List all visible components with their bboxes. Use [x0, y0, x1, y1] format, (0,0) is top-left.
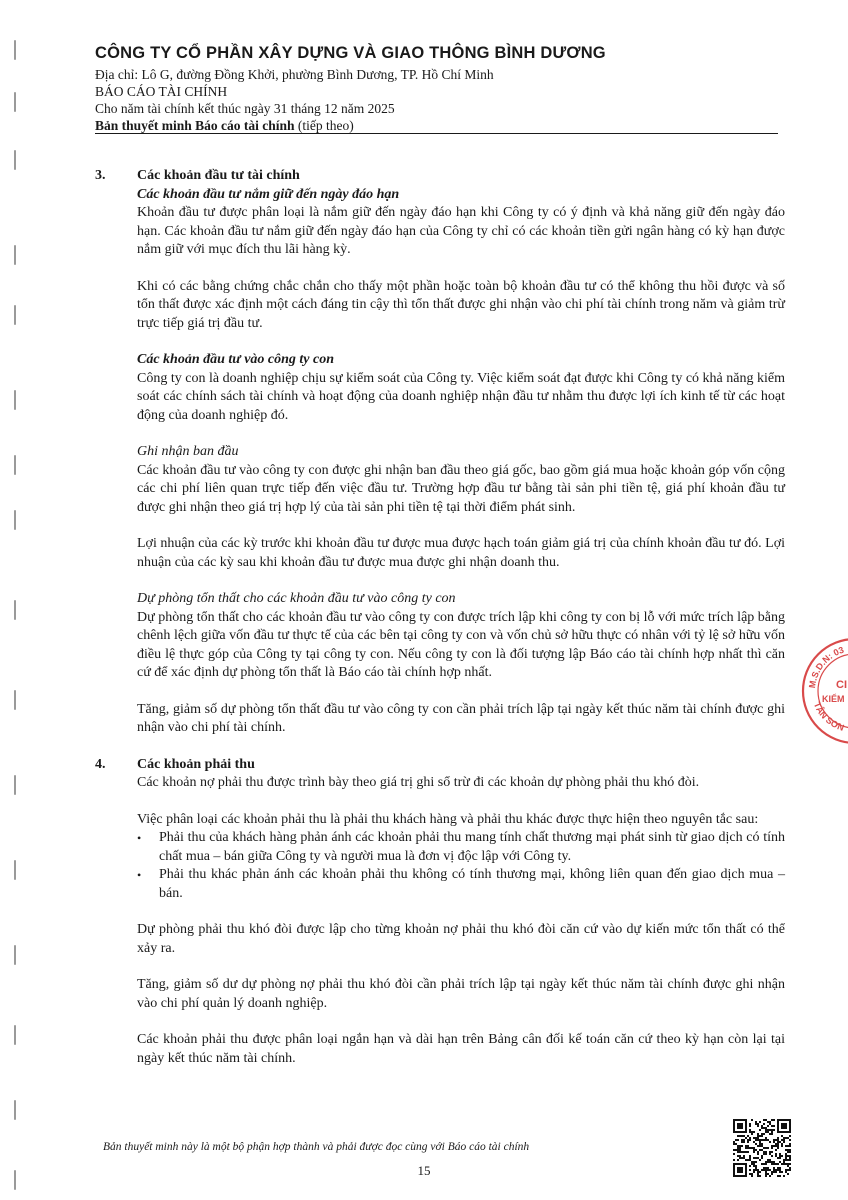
list-item: • Phải thu của khách hàng phản ánh các khoản phải thu mang tính chất thương mại phát sinh từ giao dịch có tính chất mua – bán giữa Công ty và người mua là đơn vị độc lập với Công ty.	[137, 829, 785, 866]
header-rule	[95, 133, 778, 134]
svg-text:KIỂM: KIỂM	[822, 694, 845, 704]
section-title: Các khoản phải thu	[137, 756, 255, 772]
page-number: 15	[417, 1163, 431, 1178]
section-title: Các khoản đầu tư tài chính	[137, 168, 300, 183]
subheading: Dự phòng tổn thất cho các khoản đầu tư vào công ty con	[137, 591, 456, 606]
paragraph: Tăng, giảm số dự phòng tổn thất đầu tư vào công ty con cần phải trích lập tại ngày kết thúc năm tài chính được ghi nhận vào chi phí tài chính.	[137, 701, 785, 735]
svg-text:M.S.D.N: 03: M.S.D.N: 03	[807, 644, 846, 689]
footer-note: Bản thuyết minh này là một bộ phận hợp thành và phải được đọc cùng với Báo cáo tài chính	[103, 1141, 530, 1153]
qr-code-icon	[733, 1119, 791, 1177]
paragraph: Công ty con là doanh nghiệp chịu sự kiểm soát của Công ty. Việc kiểm soát đạt được khi Công ty có khả năng kiểm soát các chính sách tài chính và hoạt động của doanh nghiệp nhận đầu tư nhằm thu được lợi ích kinh tế từ các hoạt động của doanh nghiệp đó.	[137, 370, 785, 423]
bullet-list	[137, 829, 785, 903]
list-item: • Phải thu khác phản ánh các khoản phải thu không có tính thương mại, không liên quan đến giao dịch mua – bán.	[137, 866, 785, 903]
paragraph: Các khoản phải thu được phân loại ngắn hạn và dài hạn trên Bảng cân đối kế toán căn cứ theo kỳ hạn còn lại tại ngày kết thúc năm tài chính.	[137, 1032, 785, 1066]
paragraph: Dự phòng tổn thất cho các khoản đầu tư vào công ty con được trích lập khi công ty con bị lỗ với mức trích lập bằng chênh lệch giữa vốn đầu tư thực tế của các bên tại công ty con và vốn chủ sở hữu thực có nhân với tỷ lệ sở hữu vốn điều lệ thực góp của Công ty tại công ty con. Nếu công ty con là đối tượng lập Báo cáo tài chính hợp nhất thì căn cứ để xác định dự phòng tổn thất là Báo cáo tài chính hợp nhất.	[137, 609, 785, 680]
section-number: 3.	[95, 168, 106, 183]
svg-text:TÂN SƠN: TÂN SƠN	[811, 700, 846, 733]
binding-holes	[0, 0, 38, 1200]
document-body	[95, 167, 785, 1068]
company-name: CÔNG TY CỔ PHẦN XÂY DỰNG VÀ GIAO THÔNG BÌNH DƯƠNG	[95, 44, 606, 62]
paragraph: Tăng, giảm số dư dự phòng nợ phải thu khó đòi cần phải trích lập tại ngày kết thúc năm tài chính được ghi nhận vào chi phí quản lý doanh nghiệp.	[137, 977, 785, 1011]
paragraph: Dự phòng phải thu khó đòi được lập cho từng khoản nợ phải thu khó đòi căn cứ vào dự kiến mức tổn thất có thể xảy ra.	[137, 922, 785, 956]
section-name: Bản thuyết minh Báo cáo tài chính	[95, 118, 295, 133]
section-4	[95, 756, 785, 1069]
paragraph: Việc phân loại các khoản phải thu là phải thu khách hàng và phải thu khác được thực hiện theo nguyên tắc sau:	[137, 811, 759, 827]
page-header	[95, 44, 775, 134]
report-period: Cho năm tài chính kết thúc ngày 31 tháng 12 năm 2025	[95, 101, 395, 116]
section-heading	[95, 117, 775, 134]
report-title: BÁO CÁO TÀI CHÍNH	[95, 84, 228, 99]
paragraph: Khoản đầu tư được phân loại là nắm giữ đến ngày đáo hạn khi Công ty có ý định và khả năng giữ đến ngày đáo hạn. Các khoản đầu tư nắm giữ đến ngày đáo hạn của Công ty chỉ có các khoản tiền gửi ngân hàng có kỳ hạn được nắm giữ với mục đích thu lãi hàng kỳ.	[137, 205, 785, 257]
paragraph: Các khoản nợ phải thu được trình bày theo giá trị ghi sổ trừ đi các khoản dự phòng phải thu khó đòi.	[137, 775, 700, 790]
subheading: Ghi nhận ban đầu	[137, 444, 239, 459]
company-address: Địa chỉ: Lô G, đường Đồng Khởi, phường Bình Dương, TP. Hồ Chí Minh	[95, 67, 494, 82]
subheading: Các khoản đầu tư nắm giữ đến ngày đáo hạn	[137, 186, 400, 202]
section-suffix: (tiếp theo)	[294, 118, 354, 133]
company-seal	[800, 636, 848, 746]
section-number: 4.	[95, 756, 106, 772]
section-3	[95, 167, 785, 738]
paragraph: Khi có các bằng chứng chắc chắn cho thấy một phần hoặc toàn bộ khoản đầu tư có thể không thu hồi được và số tổn thất được xác định một cách đáng tin cậy thì tổn thất được ghi nhận vào chi phí tài chính trong năm và giảm trừ trực tiếp giá trị đầu tư.	[137, 278, 785, 331]
paragraph: Các khoản đầu tư vào công ty con được ghi nhận ban đầu theo giá gốc, bao gồm giá mua hoặc khoản góp vốn cộng các chi phí liên quan trực tiếp đến việc đầu tư. Trường hợp đầu tư bằng tài sản phi tiền tệ, giá phí khoản đầu tư được ghi nhận theo giá trị hợp lý của tài sản phi tiền tệ tại thời điểm phát sinh.	[137, 462, 785, 515]
svg-text:CI: CI	[836, 679, 847, 691]
subheading: Các khoản đầu tư vào công ty con	[137, 352, 335, 367]
paragraph: Lợi nhuận của các kỳ trước khi khoản đầu tư được mua được hạch toán giảm giá trị của chính khoản đầu tư đó. Lợi nhuận của các kỳ sau khi khoản đầu tư được mua được ghi nhận doanh thu.	[137, 536, 785, 570]
